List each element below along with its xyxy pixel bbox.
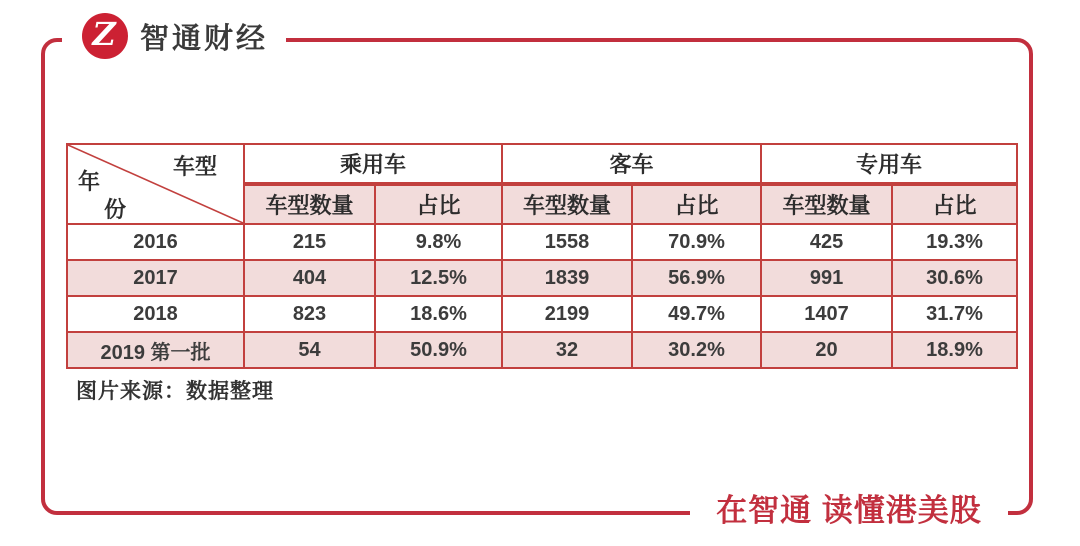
source-note: 图片来源：数据整理 (76, 380, 274, 403)
corner-row-label-fen: 份 (104, 197, 127, 222)
brand-title: 智通财经 (140, 22, 269, 55)
group-header-special: 专用车 (761, 144, 1017, 184)
year-cell: 2017 (67, 260, 244, 296)
logo-letter: Z (92, 15, 116, 53)
value-cell: 49.7% (632, 296, 761, 332)
table-row-2017 (67, 260, 1017, 296)
value-cell: 1839 (502, 260, 632, 296)
table-row-2019-batch1 (67, 332, 1017, 368)
subheader-passenger-count: 车型数量 (244, 184, 375, 224)
value-cell: 70.9% (632, 224, 761, 260)
table-row-2016 (67, 224, 1017, 260)
year-cell: 2019 第一批 (67, 332, 244, 368)
subheader-bus-share: 占比 (632, 184, 761, 224)
group-header-row (67, 144, 1017, 184)
value-cell: 9.8% (375, 224, 502, 260)
zhitong-logo-icon (82, 13, 128, 59)
year-cell: 2016 (67, 224, 244, 260)
vehicle-model-table (66, 143, 1018, 369)
subheader-bus-count: 车型数量 (502, 184, 632, 224)
value-cell: 19.3% (892, 224, 1017, 260)
table-row-2018 (67, 296, 1017, 332)
value-cell: 20 (761, 332, 892, 368)
value-cell: 54 (244, 332, 375, 368)
value-cell: 404 (244, 260, 375, 296)
year-cell: 2018 (67, 296, 244, 332)
value-cell: 1407 (761, 296, 892, 332)
value-cell: 991 (761, 260, 892, 296)
subheader-passenger-share: 占比 (375, 184, 502, 224)
brand-slogan: 在智通 读懂港美股 (690, 481, 1008, 533)
value-cell: 215 (244, 224, 375, 260)
subheader-special-share: 占比 (892, 184, 1017, 224)
value-cell: 425 (761, 224, 892, 260)
value-cell: 50.9% (375, 332, 502, 368)
value-cell: 823 (244, 296, 375, 332)
value-cell: 12.5% (375, 260, 502, 296)
value-cell: 30.6% (892, 260, 1017, 296)
group-header-passenger: 乘用车 (244, 144, 502, 184)
corner-header-cell (67, 144, 244, 224)
value-cell: 32 (502, 332, 632, 368)
corner-col-label: 车型 (172, 154, 217, 179)
corner-row-label-year: 年 (78, 169, 101, 194)
value-cell: 18.6% (375, 296, 502, 332)
value-cell: 31.7% (892, 296, 1017, 332)
value-cell: 1558 (502, 224, 632, 260)
value-cell: 30.2% (632, 332, 761, 368)
subheader-special-count: 车型数量 (761, 184, 892, 224)
value-cell: 56.9% (632, 260, 761, 296)
value-cell: 2199 (502, 296, 632, 332)
value-cell: 18.9% (892, 332, 1017, 368)
brand-header (62, 4, 286, 68)
group-header-bus: 客车 (502, 144, 761, 184)
